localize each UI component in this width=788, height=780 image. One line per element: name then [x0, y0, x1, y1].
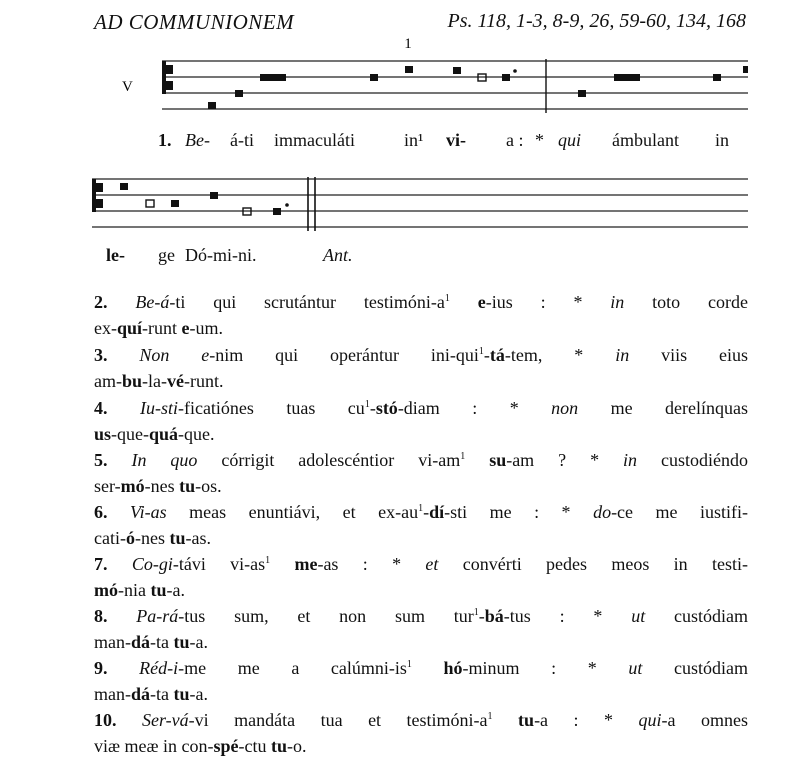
verse-text-segment: nim qui operántur ini-qui — [215, 345, 479, 365]
syllable: Be- — [185, 130, 210, 150]
syllable: in — [715, 130, 730, 150]
verse-text-segment: in — [615, 345, 630, 365]
verse-7 — [94, 551, 748, 603]
verse-text-segment: vé — [167, 371, 184, 391]
verse-text-segment: quá — [149, 424, 179, 444]
verse-text-segment: custódiam — [645, 606, 748, 626]
verse-text-segment: convérti pedes meos in testi- — [438, 554, 748, 574]
verse-number: 3. — [94, 345, 108, 365]
verse-line — [94, 315, 748, 341]
verse-text-segment: mó — [120, 476, 145, 496]
verse-text-segment: bu — [121, 371, 143, 391]
verse-text-segment: Iu-sti- — [139, 398, 184, 418]
verse-text-segment: -nia — [118, 580, 151, 600]
verse-number: 9. — [94, 658, 108, 678]
neumes — [208, 66, 748, 109]
verse-text-segment: -am ? * — [506, 450, 624, 470]
verse-text-segment: - — [478, 606, 485, 626]
verse-text-segment: Vi-as — [130, 502, 167, 522]
verse-text-segment: non — [551, 398, 579, 418]
verse-text-segment: Be-á- — [135, 292, 176, 312]
verse-text-segment: -um. — [189, 318, 224, 338]
verse-text-segment: -diam : * — [397, 398, 552, 418]
verse-text-segment: toto corde — [624, 292, 748, 312]
verse-text-segment: in — [623, 450, 638, 470]
verse-text-segment: -ius : * — [485, 292, 611, 312]
verse-text-segment — [412, 658, 444, 678]
verse-text-segment: córrigit adolescéntior vi-am — [197, 450, 461, 470]
verse-text-segment: cati- — [94, 528, 126, 548]
verse-text-segment: ut — [631, 606, 646, 626]
verse-text-segment — [450, 292, 478, 312]
verse-text-segment: e — [477, 292, 486, 312]
syllable: in¹ — [404, 130, 424, 150]
verse-text-segment: 1 — [406, 659, 412, 670]
verse-text-segment: spé — [213, 736, 239, 756]
verse-text-segment: custodiéndo — [637, 450, 749, 470]
verse-line — [94, 733, 748, 759]
verse-text-segment: man- — [94, 632, 131, 652]
verse-line — [94, 707, 748, 733]
verse-text-segment: ti qui scrutántur testimóni-a — [175, 292, 445, 312]
verse-text-segment: dí — [429, 502, 445, 522]
syllable: a : — [506, 130, 524, 150]
verse-line — [94, 603, 748, 629]
verse-line — [94, 421, 748, 447]
verse-text-segment — [493, 710, 519, 730]
verse-text-segment: 1 — [444, 293, 450, 304]
verse-text-segment: -sti me : * — [444, 502, 594, 522]
verse-text-segment: -que. — [178, 424, 215, 444]
verse-text-segment: -os. — [195, 476, 222, 496]
verse-text-segment: dá — [130, 632, 150, 652]
verse-line — [94, 473, 748, 499]
verse-text-segment: mó — [94, 580, 118, 600]
syllable: 1. — [158, 130, 172, 150]
verse-text-segment: quí — [116, 318, 143, 338]
verse-text-segment: 1 — [265, 555, 271, 566]
verse-number: 5. — [94, 450, 108, 470]
mode-number: 1 — [404, 36, 412, 52]
verse-text-segment: 1 — [473, 607, 479, 618]
chant-lyric-line-2 — [0, 245, 788, 269]
verse-9 — [94, 655, 748, 707]
verse-text-segment: - — [369, 398, 376, 418]
syllable: ámbulant — [612, 130, 679, 150]
verse-text-segment: -a : * — [534, 710, 639, 730]
verse-3 — [94, 342, 748, 394]
verse-number: 4. — [94, 398, 108, 418]
verse-text-segment: távi vi-as — [178, 554, 266, 574]
verse-text-segment: hó — [443, 658, 463, 678]
verse-text-segment: me — [294, 554, 318, 574]
verse-text-segment: us — [94, 424, 112, 444]
staff-lines — [92, 179, 748, 227]
verse-text-segment: custódiam — [642, 658, 749, 678]
verse-text-segment: tu — [518, 710, 535, 730]
verse-text-segment: -que- — [111, 424, 149, 444]
verse-text-segment: ser- — [94, 476, 121, 496]
verse-text-segment: man- — [94, 684, 131, 704]
verse-text-segment: in — [610, 292, 625, 312]
verse-line — [94, 551, 748, 577]
verse-number: 10. — [94, 710, 117, 730]
neumes — [120, 183, 289, 215]
syllable: qui — [558, 130, 582, 150]
verse-text-segment: bá — [484, 606, 504, 626]
verse-text-segment: ficatiónes tuas cu — [183, 398, 365, 418]
verse-text-segment: 1 — [478, 346, 484, 357]
verse-text-segment: ó — [125, 528, 135, 548]
verse-text-segment — [465, 450, 489, 470]
syllable: immaculáti — [274, 130, 355, 150]
verse-text-segment: viæ meæ in con- — [94, 736, 214, 756]
verse-6 — [94, 499, 748, 551]
verse-text-segment: -ce me iustifi- — [611, 502, 749, 522]
verse-text-segment: -tus : * — [503, 606, 632, 626]
verse-text-segment: -a. — [166, 580, 185, 600]
verse-text-segment: -runt — [142, 318, 182, 338]
verse-number: 7. — [94, 554, 108, 574]
verse-text-segment: tu — [173, 632, 190, 652]
chant-staff-1 — [0, 32, 788, 122]
verse-text-segment: -runt. — [184, 371, 224, 391]
verse-text-segment: viis eius — [629, 345, 748, 365]
verse-text-segment: -tem, * — [504, 345, 616, 365]
verse-2 — [94, 289, 748, 341]
verse-text-segment: 1 — [487, 711, 493, 722]
verse-text-segment: -nes — [134, 528, 170, 548]
verse-5 — [94, 447, 748, 499]
verse-line — [94, 655, 748, 681]
chant-staff-2 — [0, 150, 788, 240]
verse-text-segment: -a. — [189, 684, 208, 704]
verse-line — [94, 629, 748, 655]
syllable: le- — [106, 245, 125, 265]
verse-4 — [94, 395, 748, 447]
verse-text-segment: -nes — [144, 476, 180, 496]
verse-text-segment: tu — [179, 476, 196, 496]
verse-initial: V — [122, 79, 133, 95]
verse-number: 6. — [94, 502, 108, 522]
syllable: Dó-mi-ni. — [185, 245, 257, 265]
verse-text-segment: Co-gi- — [131, 554, 179, 574]
verse-text-segment: stó — [375, 398, 398, 418]
psalm-reference: Ps. 118, 1-3, 8-9, 26, 59-60, 134, 168 — [447, 10, 746, 32]
verse-text-segment: dá — [130, 684, 150, 704]
verse-text-segment: Non e- — [139, 345, 216, 365]
verse-text-segment: me me a calúmni-is — [184, 658, 407, 678]
verse-text-segment: 1 — [364, 399, 370, 410]
verse-text-segment: e — [181, 318, 190, 338]
syllable: á-ti — [230, 130, 254, 150]
verse-text-segment: ut — [628, 658, 643, 678]
verse-text-segment: Ser-vá- — [142, 710, 195, 730]
verse-text-segment — [270, 554, 294, 574]
verse-text-segment: do — [593, 502, 612, 522]
verse-text-segment: -as. — [185, 528, 211, 548]
verse-line — [94, 368, 748, 394]
verse-line — [94, 289, 748, 315]
verse-line — [94, 525, 748, 551]
verse-text-segment: tu — [169, 528, 186, 548]
syllable: vi- — [446, 130, 466, 150]
verse-text-segment: tus sum, et non sum tur — [184, 606, 474, 626]
verse-line — [94, 577, 748, 603]
verse-text-segment: - — [423, 502, 430, 522]
verse-text-segment: meas enuntiávi, et ex-au — [166, 502, 419, 522]
verse-text-segment: tu — [150, 580, 167, 600]
verse-text-segment: ex- — [94, 318, 117, 338]
verse-text-segment: -ta — [150, 684, 174, 704]
verse-text-segment: vi mandáta tua et testimóni-a — [194, 710, 488, 730]
verse-text-segment: -a omnes — [661, 710, 749, 730]
verse-text-segment: Pa-rá- — [136, 606, 185, 626]
verse-line — [94, 499, 748, 525]
verse-line — [94, 681, 748, 707]
syllable: ge — [158, 245, 175, 265]
verse-text-segment: me derelínquas — [578, 398, 748, 418]
verse-8 — [94, 603, 748, 655]
verse-text-segment: qui — [638, 710, 662, 730]
syllable: * — [535, 130, 544, 150]
verse-number: 8. — [94, 606, 108, 626]
verse-text-segment: am- — [94, 371, 122, 391]
verse-text-segment: -minum : * — [462, 658, 629, 678]
verse-text-segment: In quo — [131, 450, 198, 470]
verse-text-segment: -ta — [150, 632, 174, 652]
verse-text-segment: -a. — [189, 632, 208, 652]
verse-text-segment: 1 — [460, 451, 466, 462]
verse-text-segment: -o. — [287, 736, 307, 756]
verse-text-segment: tá — [489, 345, 505, 365]
verse-text-segment: tu — [173, 684, 190, 704]
verse-text-segment: - — [483, 345, 490, 365]
verse-10 — [94, 707, 748, 759]
section-title: AD COMMUNIONEM — [94, 10, 295, 34]
verse-text-segment: Réd-i- — [139, 658, 185, 678]
verse-line — [94, 395, 748, 421]
final-double-bar — [308, 177, 315, 231]
verse-text-segment: et — [425, 554, 439, 574]
verse-text-segment: -ctu — [238, 736, 271, 756]
verse-text-segment: -as : * — [317, 554, 426, 574]
verse-text-segment: 1 — [418, 503, 424, 514]
antiphon-label: Ant. — [323, 245, 353, 265]
verse-line — [94, 342, 748, 368]
verse-line — [94, 447, 748, 473]
verse-text-segment: -la- — [142, 371, 167, 391]
verse-text-segment: tu — [271, 736, 288, 756]
verse-text-segment: su — [489, 450, 507, 470]
verse-number: 2. — [94, 292, 108, 312]
